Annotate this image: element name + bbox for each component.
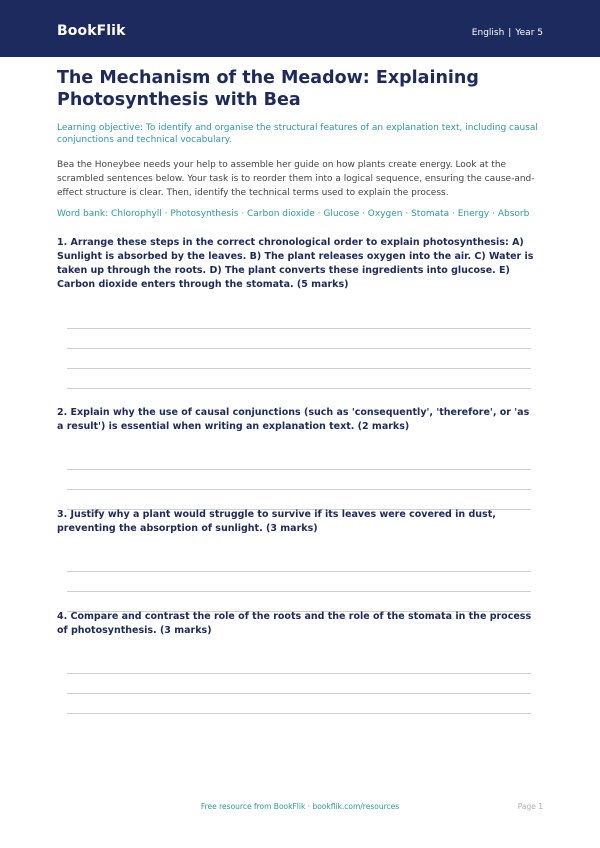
answer-line[interactable]: [67, 713, 531, 714]
answer-line[interactable]: [67, 571, 531, 572]
answer-line[interactable]: [67, 469, 531, 470]
question-2: 2. Explain why the use of causal conjunctions (such as 'consequently', 'therefore', or 'as a result') is essential when writing an explanation text. (2 marks): [57, 407, 530, 432]
page-number: Page 1: [517, 802, 543, 811]
answer-line[interactable]: [67, 673, 531, 674]
page-title: The Mechanism of the Meadow: Explaining Photosynthesis with Bea: [57, 68, 479, 110]
intro-paragraph: Bea the Honeybee needs your help to assemble her guide on how plants create energy. Look at the scrambled sentences below. Your task is to reorder them into a logical sequence, ensuring the cause-and-effect structure is clear. Then, identify the technical terms used to explain the process.: [57, 160, 535, 198]
answer-line[interactable]: [67, 348, 531, 349]
answer-line[interactable]: [67, 489, 531, 490]
subject-year-label: [472, 28, 543, 38]
year-label: Year 5: [515, 28, 543, 38]
question-4: 4. Compare and contrast the role of the roots and the role of the stomata in the process of photosynthesis. (3 marks): [57, 611, 532, 636]
brand-logo-text: BookFlik: [57, 23, 126, 39]
question-3: 3. Justify why a plant would struggle to survive if its leaves were covered in dust, preventing the absorption of sunlight. (3 marks): [57, 509, 496, 534]
question-1: 1. Arrange these steps in the correct chronological order to explain photosynthesis: A) Sunlight is absorbed by the leaves. B) The plant releases oxygen into the air. C) Water is taken up through the roots. D) The plant converts these ingredients into glucose. E) Carbon dioxide enters through the stomata. (5 marks): [57, 237, 534, 290]
page-header: [0, 0, 600, 57]
subject-label: English: [471, 28, 505, 38]
answer-line[interactable]: [67, 368, 531, 369]
footer-credit: Free resource from BookFlik · bookflik.com/resources: [200, 802, 400, 811]
answer-line[interactable]: [67, 591, 531, 592]
learning-objective: Learning objective: To identify and organise the structural features of an explanation text, including causal conjunctions and technical vocabulary.: [57, 123, 538, 145]
answer-line[interactable]: [67, 328, 531, 329]
answer-line[interactable]: [67, 388, 531, 389]
answer-line[interactable]: [67, 693, 531, 694]
word-bank: Word bank: Chlorophyll · Photosynthesis · Carbon dioxide · Glucose · Oxygen · Stomata · Energy · Absorb: [57, 209, 530, 219]
meta-separator: |: [508, 28, 512, 38]
